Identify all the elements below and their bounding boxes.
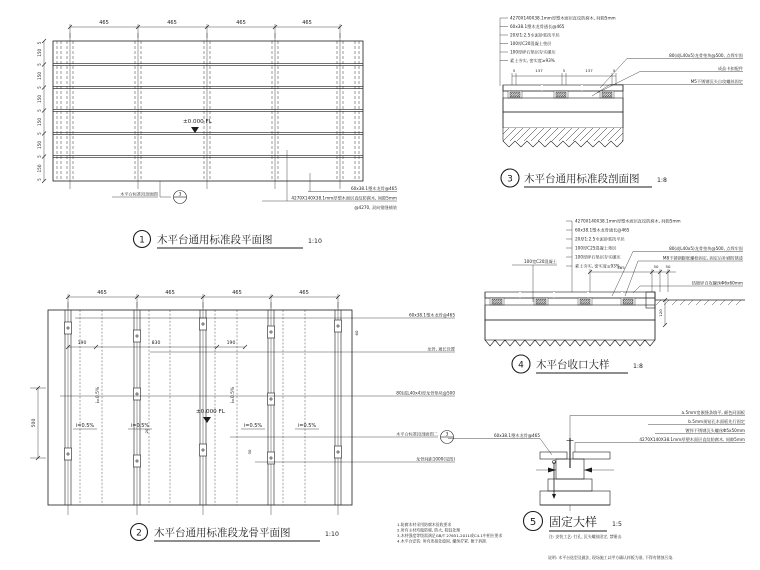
detail-1-title [134,231,322,249]
callout-label: 60x38.1塑木龙骨@465 [493,433,540,438]
detail-scale: 1:5 [612,521,622,528]
callout-label: 镀锌不锈钢沉头螺丝Φ5x50mm [685,428,745,433]
d1-callouts [262,150,398,211]
dim-label: 5 [37,178,42,181]
dim-label: 50 [653,264,659,269]
detail-note: 注: 安装工艺: 打孔, 沉头螺丝固定, 禁锤击. [549,534,623,539]
slope-label: i=0.5% [231,386,236,404]
callout-label: 热镀锌自攻螺丝Φ6x60mm [691,280,743,286]
callout-label: 60x38.1塑木龙骨@465 [350,186,397,191]
detail-scale: 1:8 [633,363,643,370]
dim-label: 137 [585,68,593,73]
dim-label: 150 [37,118,42,126]
d1-left-dims [37,39,46,183]
level-label: ±0.000 FL [183,119,212,125]
section-ref-number: 3 [178,192,182,198]
dim-label: 150 [37,72,42,80]
d2-slope-labels [73,386,319,429]
dim-label: 190 [226,341,236,346]
slope-label: i=0.5% [130,423,150,429]
d1-section-ref [112,181,187,204]
dim-label: 465 [97,290,107,296]
d2-callouts [60,312,456,463]
callout-label: 60x38.1塑木龙骨@465 [408,312,455,318]
dim-label: 465 [617,265,625,270]
dim-label: 50 [665,264,671,269]
detail-title-text: 固定大样 [549,515,598,529]
d4-right-callouts [612,245,744,296]
dim-label: 30 [247,449,252,455]
detail-title-text: 木平台通用标准段剖面图 [524,173,640,185]
callout-label: M5不锈钢沉头自攻螺丝固定 [690,79,743,84]
dim-label: 500 [32,418,37,428]
dim-label: 5 [612,68,616,73]
callout-label: 80(或L40x5)龙骨垫块@500, 点焊牢固 [669,53,743,58]
detail-number: 3 [507,174,513,185]
dim-label: 5 [562,68,566,73]
dim-label: 5 [37,132,42,135]
callout-label: a.5mm宽嵌缝条填平, 颜色同面板 [681,410,745,415]
dim-label: 150 [37,164,42,173]
d4-left-callout [512,258,557,302]
dim-label: 830 [151,341,161,346]
d2-inner-dims [66,340,247,349]
callout-label: 龙骨间距1000(见图) [415,456,455,462]
dim-label: 5 [37,155,42,158]
dim-label: 465 [302,20,312,26]
layer-label: 20厚1:2.5水泥砂浆找平层 [575,236,625,242]
dim-label: 137 [535,68,543,73]
d2-small-dims [144,330,359,454]
d3-layer-callouts [500,15,616,87]
dim-label: 120 [658,309,663,317]
dim-label: 5 [37,63,42,66]
d5-callouts [570,409,746,452]
dim-label: 5 [37,41,42,45]
d1-level-mark [183,119,213,133]
detail-5-section [445,409,746,539]
dim-label: 20 [144,428,149,434]
dim-label: 150 [37,141,42,149]
d3-dims [512,68,616,85]
level-label: ±0.000 FL [196,409,225,415]
slope-label: i=0.5% [75,423,95,429]
callout-label: 80(或L40x5)龙骨垫块@500, 点焊牢固 [669,246,743,251]
detail-title-text: 木平台收口大样 [536,359,610,371]
d2-left-dim [30,386,46,460]
callout-label: b.5mm预钻孔木面板先行固定 [688,419,745,424]
detail-3-section [500,15,744,188]
detail-title-text: 木平台通用标准段平面图 [157,234,273,246]
dim-label: 465 [299,290,309,296]
d5-left-callout [445,432,552,455]
callout-label: 木平台标准段剖面图二 [396,431,438,437]
layer-label: 素土夯实, 密实度≥93% [510,58,555,63]
detail-1-plan [37,20,398,248]
d3-right-callouts [592,52,744,96]
layer-label: 4270X140X38.1mm厚塑木面层直纹防腐木, 间隙5mm [575,218,681,224]
layer-label: 100厚C20混凝土垫层 [510,41,552,46]
detail-title-text: 木平台通用标准段龙骨平面图 [154,527,291,539]
callout-label: 龙骨, 通长设置 [427,346,455,352]
detail-number: 1 [139,235,145,246]
general-notes [397,522,502,544]
dim-label: 465 [99,20,109,26]
section-ref-label: 木平台标准段剖面图 [120,191,158,197]
layer-label: 20厚1:2.5水泥砂浆找平层 [510,32,560,38]
slope-label: i=0.5% [243,423,263,429]
callout-label: 成品卡扣配件 [717,66,743,71]
section-ref-number: 3 [445,432,449,438]
dim-label: 465 [232,290,242,296]
callout-label: 100宽C20混凝土 [524,259,557,264]
detail-scale: 1:10 [308,238,322,245]
layer-label: 100厚碎石垫层夯实碾压 [510,49,556,55]
callout-label: @4270, 双向错缝铺装 [354,205,397,210]
detail-2-plan [30,290,456,541]
d2-level-mark [196,409,226,423]
detail-number: 4 [518,360,524,371]
dim-label: 465 [165,290,175,296]
d1-board-joints [53,64,363,158]
layer-label: 素土夯实, 密实度≥93% [575,263,620,269]
detail-2-title [131,524,339,542]
detail-number: 5 [529,517,537,528]
dim-label: 465 [236,20,246,26]
layer-label: 100厚碎石垫层夯实碾压 [575,254,621,260]
callout-label: M8不锈钢膨胀螺栓固定, 固定后补刷防锈漆 [662,255,743,261]
d3-section-body [503,85,623,147]
note-line: 3.木材强度等级需满足GB/T 27651-2011或C4.1中相应要求 [397,533,503,538]
detail-scale: 1:8 [657,177,667,184]
note-line: 1.防腐木材采用防腐木验收要求 [397,522,452,527]
dim-label: 5 [37,86,42,89]
layer-label: 4270X140X38.1mm厚塑木面层直纹防腐木, 间隙5mm [510,15,616,21]
dim-label: 60 [354,330,359,336]
layer-label: 100厚C25混凝土垫层 [575,245,617,251]
dim-label: 5 [512,68,516,73]
note-line: 4.木平台安装: 所有连接处稳固, 螺丝拧紧, 便于拆卸. [397,538,488,544]
d4-dims [588,264,676,327]
callout-label: 80(或L40x4)厚龙骨垫块@500 [396,390,455,396]
detail-3-title [501,169,667,187]
d4-section-body [485,292,745,346]
d1-top-dims [68,20,342,38]
d4-grade-hatch [656,300,741,305]
detail-scale: 1:10 [325,531,339,538]
detail-number: 2 [136,528,142,539]
dim-label: 465 [167,20,177,26]
detail-4-title [512,355,643,373]
callout-label: 4270X140X38.1mm厚塑木面层直纹防腐木, 间隙5mm [291,195,397,201]
callout-label: 4270X140X38.1mm厚塑木面层直纹防腐木, 间隙5mm [639,437,745,442]
dim-label: 190 [77,341,87,346]
layer-label: 60x38.1塑木龙骨通长@465 [575,227,630,233]
slope-label: i=0.5% [96,386,101,404]
dim-label: 150 [37,48,42,57]
slope-label: i=0.5% [297,423,317,429]
dim-label: 150 [37,95,42,103]
note-line: 2.所有主材均做防腐, 防火, 防蛀处理 [397,527,461,533]
detail-5-title [524,512,623,540]
detail-4-section [485,218,745,374]
layer-label: 60x38.1塑木龙骨通长@465 [510,24,565,29]
footer-note: 说明: 木平台选型及做法, 现场施工以甲方确认样板为准, 不得有锈蚀污染. [548,555,674,560]
dim-label: 5 [37,109,42,112]
